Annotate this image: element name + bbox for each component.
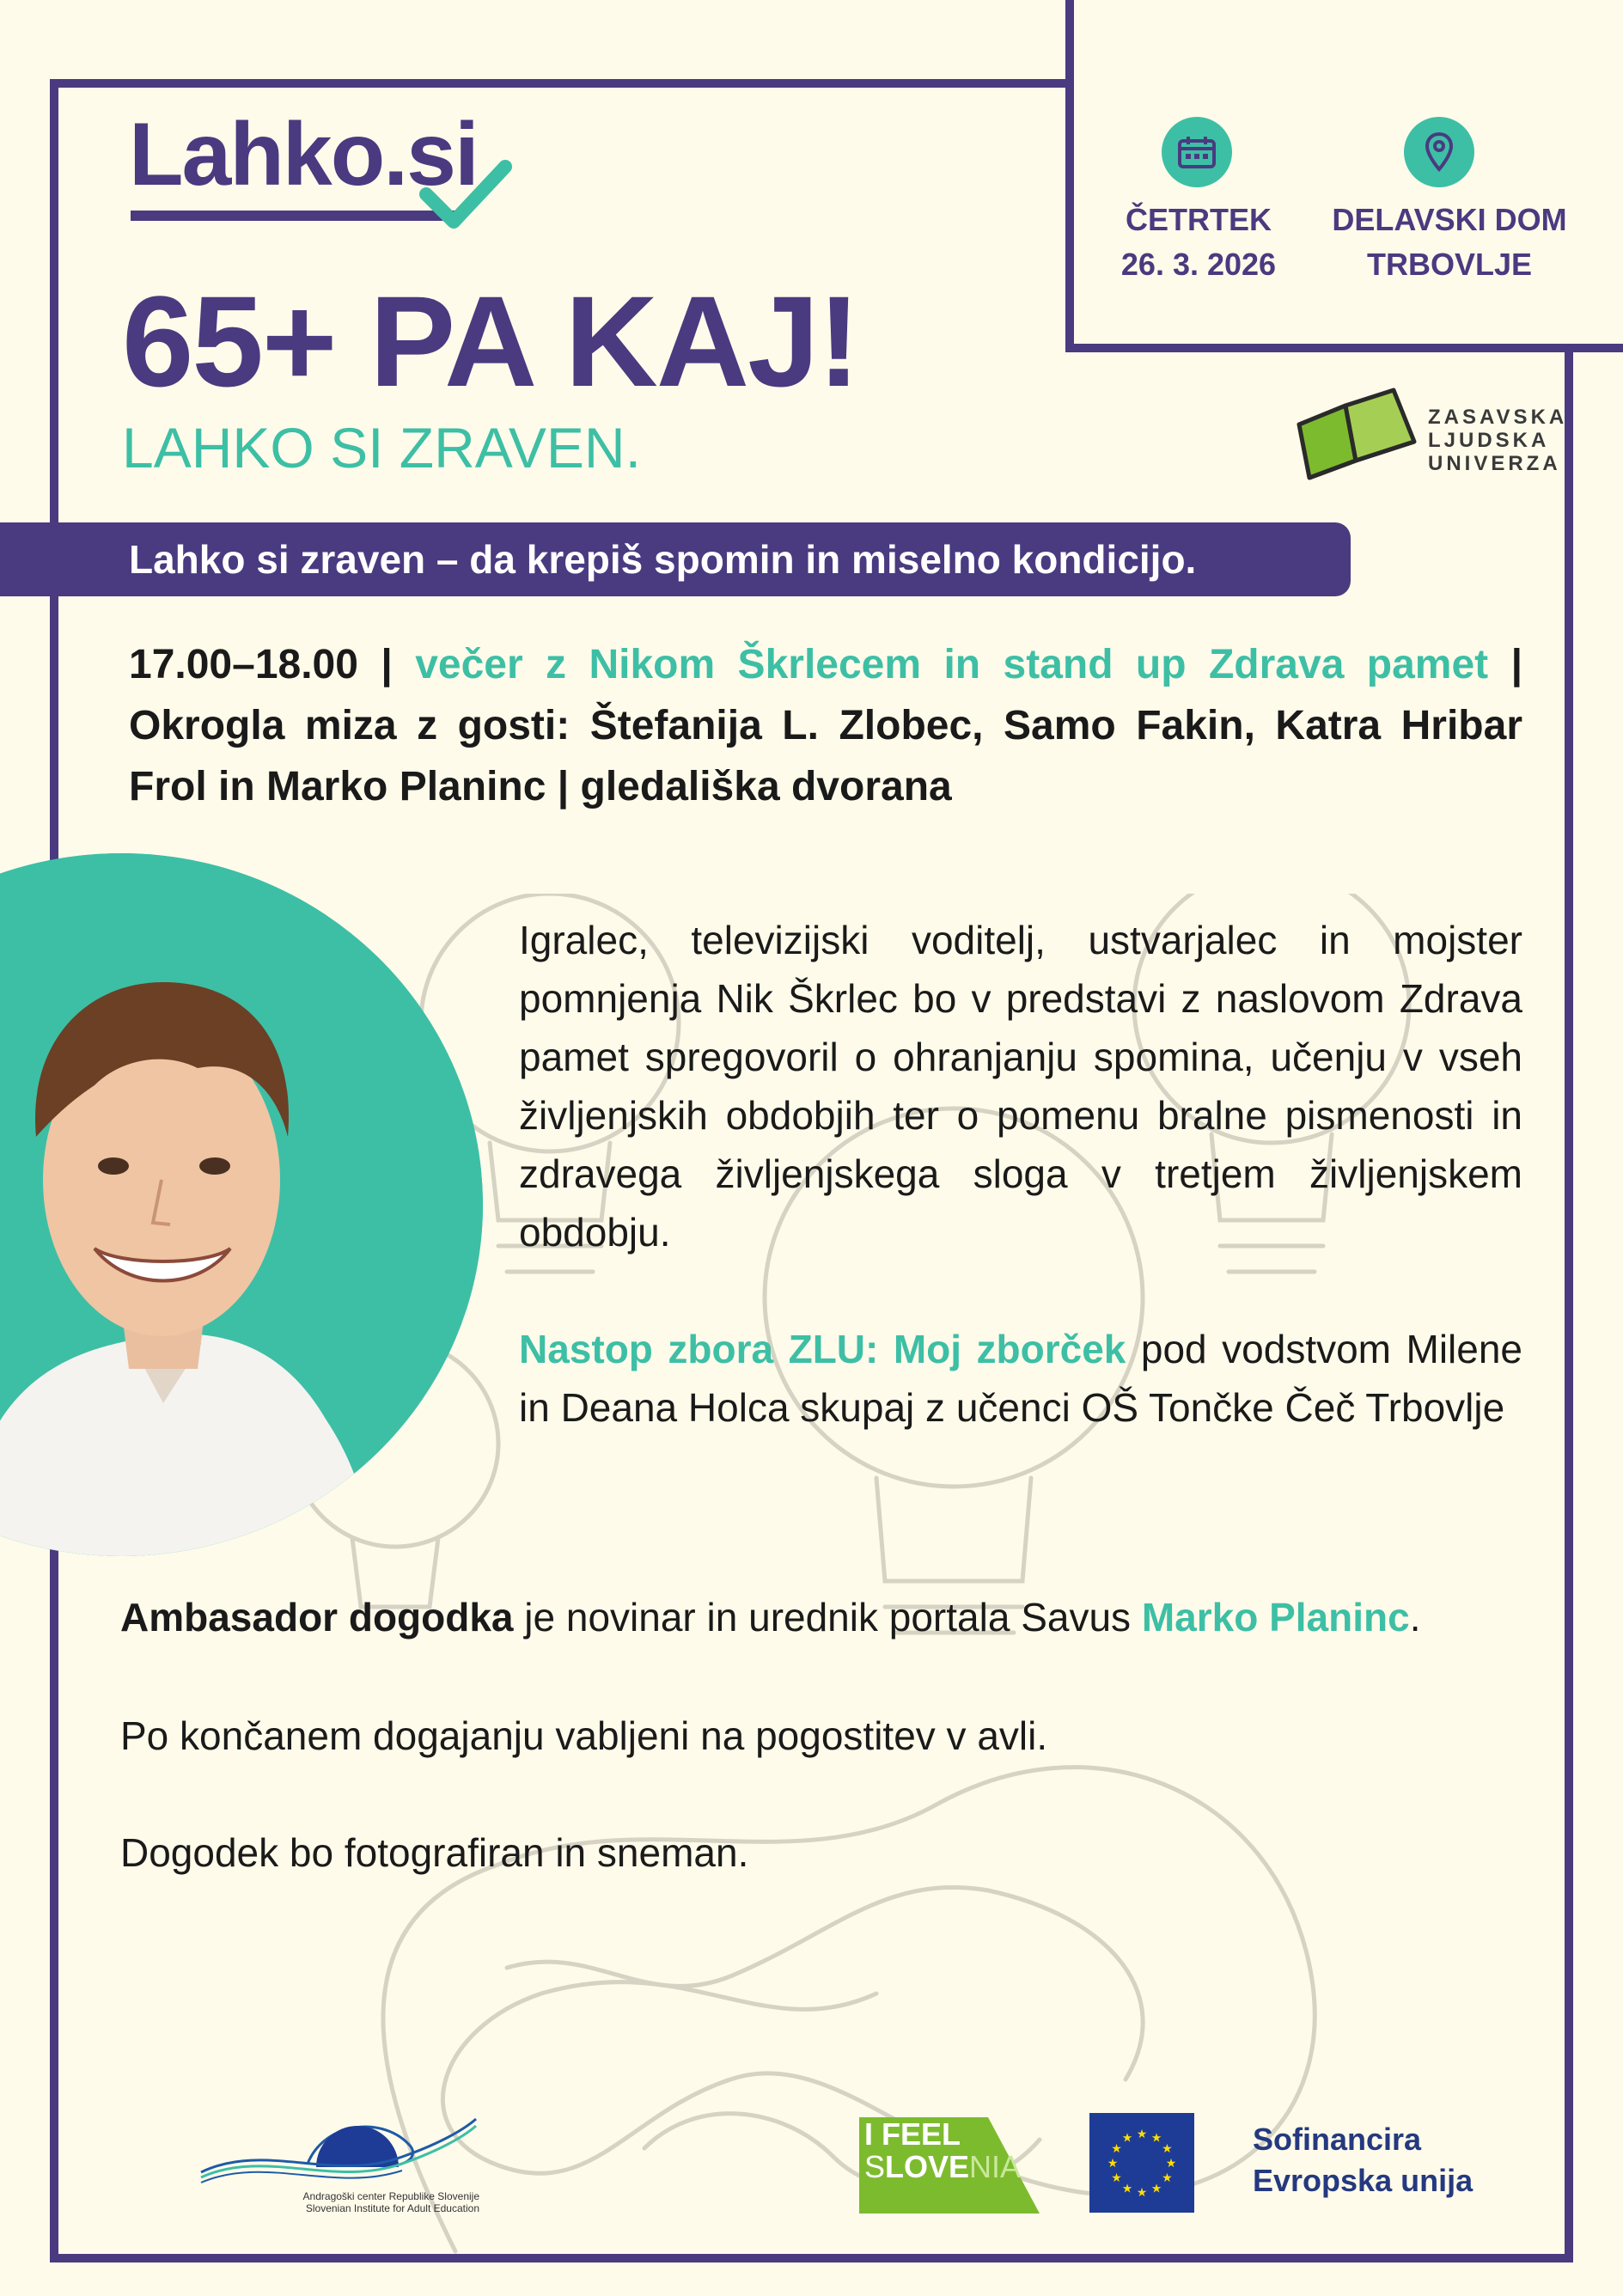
program-time: 17.00–18.00 [129, 642, 358, 687]
event-title: 65+ PA KAJ! [122, 269, 859, 413]
lahko-si-logo: Lahko.si [129, 105, 478, 205]
eu-star: ★ [1150, 2181, 1162, 2195]
eu-star: ★ [1165, 2156, 1177, 2170]
acs-logo: Andragoški center Republike Slovenije Slovenian Institute for Adult Education [196, 2116, 479, 2214]
eu-star: ★ [1150, 2130, 1162, 2145]
program-details: | Okrogla miza z gosti: Štefanija L. Zlobec, Samo Fakin, Katra Hribar Frol in Marko Planinc | gledališka dvorana [129, 642, 1523, 809]
event-day: ČETRTEK [1126, 202, 1272, 237]
ambassador-line: Ambasador dogodka je novinar in urednik portala Savus Marko Planinc. [120, 1595, 1421, 1640]
zlu-logo-text: ZASAVSKA LJUDSKA UNIVERZA [1428, 406, 1568, 475]
eu-star: ★ [1162, 2141, 1173, 2155]
checkmark-icon [418, 155, 514, 234]
eu-star: ★ [1162, 2171, 1173, 2184]
eu-star: ★ [1107, 2156, 1119, 2170]
choir-paragraph [519, 1320, 1522, 1437]
eu-star: ★ [1121, 2181, 1133, 2195]
ambassador-name: Marko Planinc [1141, 1595, 1410, 1640]
eu-star: ★ [1136, 2185, 1148, 2199]
eu-star: ★ [1111, 2141, 1122, 2155]
tagline-text: Lahko si zraven – da krepiš spomin in miselno kondicijo. [129, 537, 1197, 582]
logo-underline [131, 211, 457, 221]
event-subtitle: LAHKO SI ZRAVEN. [122, 416, 641, 479]
event-date [1100, 198, 1297, 287]
refreshments-note: Po končanem dogajanju vabljeni na pogostitev v avli. [120, 1713, 1048, 1758]
location-pin-icon [1404, 117, 1474, 187]
venue-city: TRBOVLJE [1366, 247, 1533, 282]
venue-name: DELAVSKI DOM [1332, 202, 1567, 237]
event-info-box [1065, 0, 1623, 352]
eu-flag [1089, 2113, 1194, 2213]
i-feel-slovenia-logo: I FEEL SLOVENIA [859, 2117, 1040, 2218]
book-icon [1294, 385, 1419, 485]
eu-star: ★ [1121, 2130, 1133, 2145]
acs-wave-icon [196, 2116, 479, 2186]
calendar-icon [1162, 117, 1232, 187]
program-schedule: 17.00–18.00 | večer z Nikom Škrlecem in stand up Zdrava pamet | Okrogla miza z gosti: Štefanija L. Zlobec, Samo Fakin, Katra Hribar Frol in Marko Planinc | gledališka dvorana [129, 642, 1523, 809]
program-highlight: večer z Nikom Škrlecem in stand up Zdrava pamet [415, 642, 1489, 687]
eu-star: ★ [1136, 2127, 1148, 2140]
choir-text: pod vodstvom Milene in Deana Holca skupaj z učenci OŠ Tončke Čeč Trbovlje [519, 1327, 1523, 1430]
event-description [519, 911, 1522, 1437]
event-venue [1325, 198, 1574, 287]
choir-highlight: Nastop zbora ZLU: Moj zborček [519, 1327, 1126, 1371]
eu-star: ★ [1111, 2171, 1122, 2184]
event-date-value: 26. 3. 2026 [1120, 247, 1277, 282]
eu-funding-text: Sofinancira Evropska unija [1253, 2122, 1474, 2198]
recording-note: Dogodek bo fotografiran in sneman. [120, 1830, 749, 1875]
description-paragraph: Igralec, televizijski voditelj, ustvarjalec in mojster pomnjenja Nik Škrlec bo v predstavi z naslovom Zdrava pamet spregovoril o ohranjanju spomina, učenju v vseh življenjskih obdobjih ter o pomenu bralne pismenosti in zdravega življenjskega sloga v tretjem življenjskem obdobju. [519, 918, 1522, 1255]
